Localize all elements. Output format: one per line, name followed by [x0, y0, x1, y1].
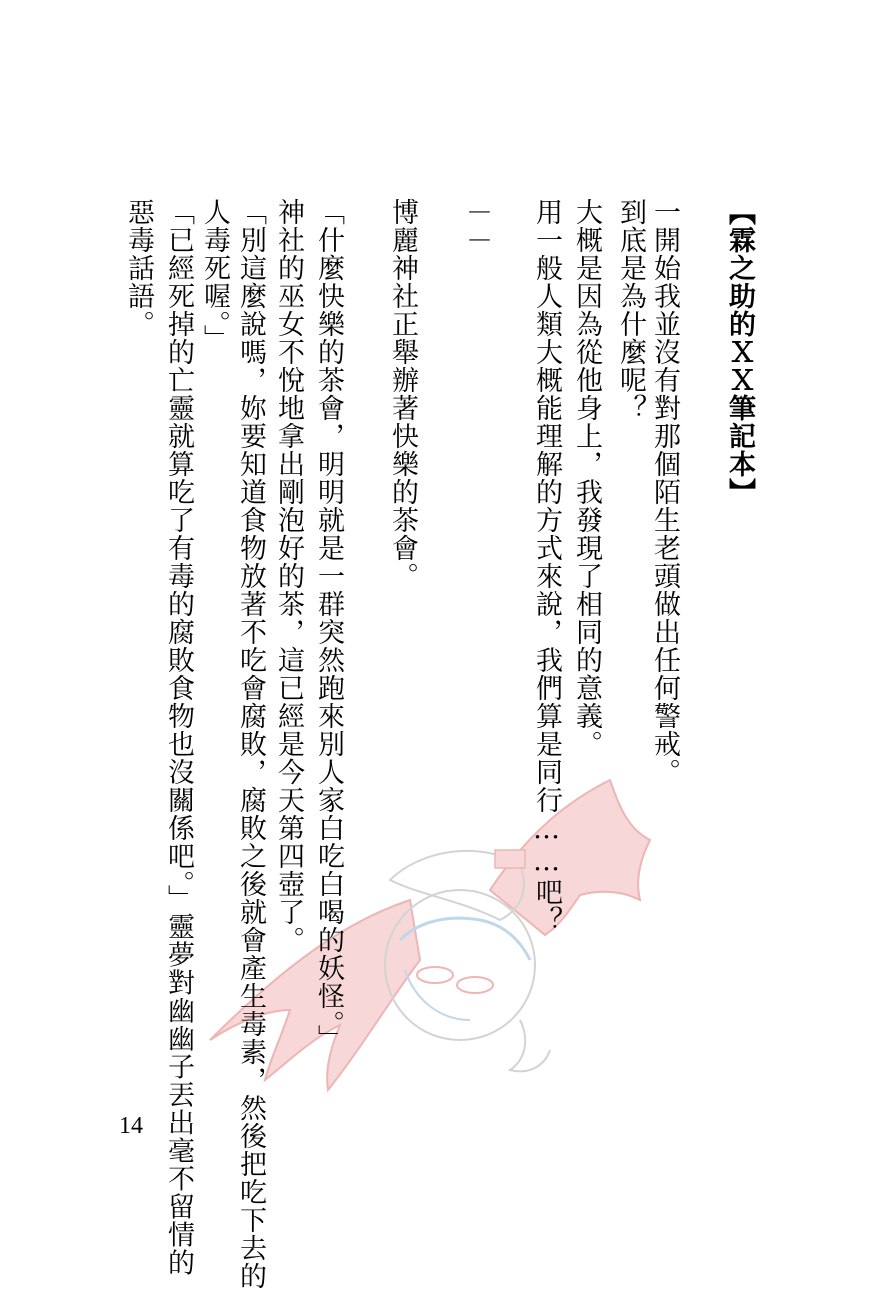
text-line: 到底是為什麼呢？: [615, 198, 646, 422]
page-number: 14: [119, 1113, 143, 1139]
text-line: 「什麼快樂的茶會，明明就是一群突然跑來別人家白吃白喝的妖怪。」: [313, 198, 344, 1053]
text-line: 一開始我並沒有對那個陌生老頭做出任何警戒。: [649, 198, 680, 786]
text-line: 博麗神社正舉辦著快樂的茶會。: [387, 198, 418, 590]
text-line: 大概是因為從他身上，我發現了相同的意義。: [571, 198, 602, 758]
text-line: 「別這麼說嗎，妳要知道食物放著不吃會腐敗，腐敗之後就會產生毒素，然後把吃下去的: [235, 198, 266, 1290]
text-line: 「已經死掉的亡靈就算吃了有毒的腐敗食物也沒關係吧。」靈夢對幽幽子丟出毫不留情的: [163, 198, 194, 1277]
text-line: 惡毒話語。: [123, 198, 154, 338]
text-line: 人毒死喔。」: [199, 198, 230, 353]
notebook-title: 【霖之助的ＸＸ筆記本】: [724, 198, 755, 506]
text-line: 用一般人類大概能理解的方式來說，我們算是同行……吧？: [531, 198, 562, 934]
section-separator: －－: [461, 198, 492, 254]
text-line: 神社的巫女不悅地拿出剛泡好的茶，這已經是今天第四壺了。: [273, 198, 304, 954]
